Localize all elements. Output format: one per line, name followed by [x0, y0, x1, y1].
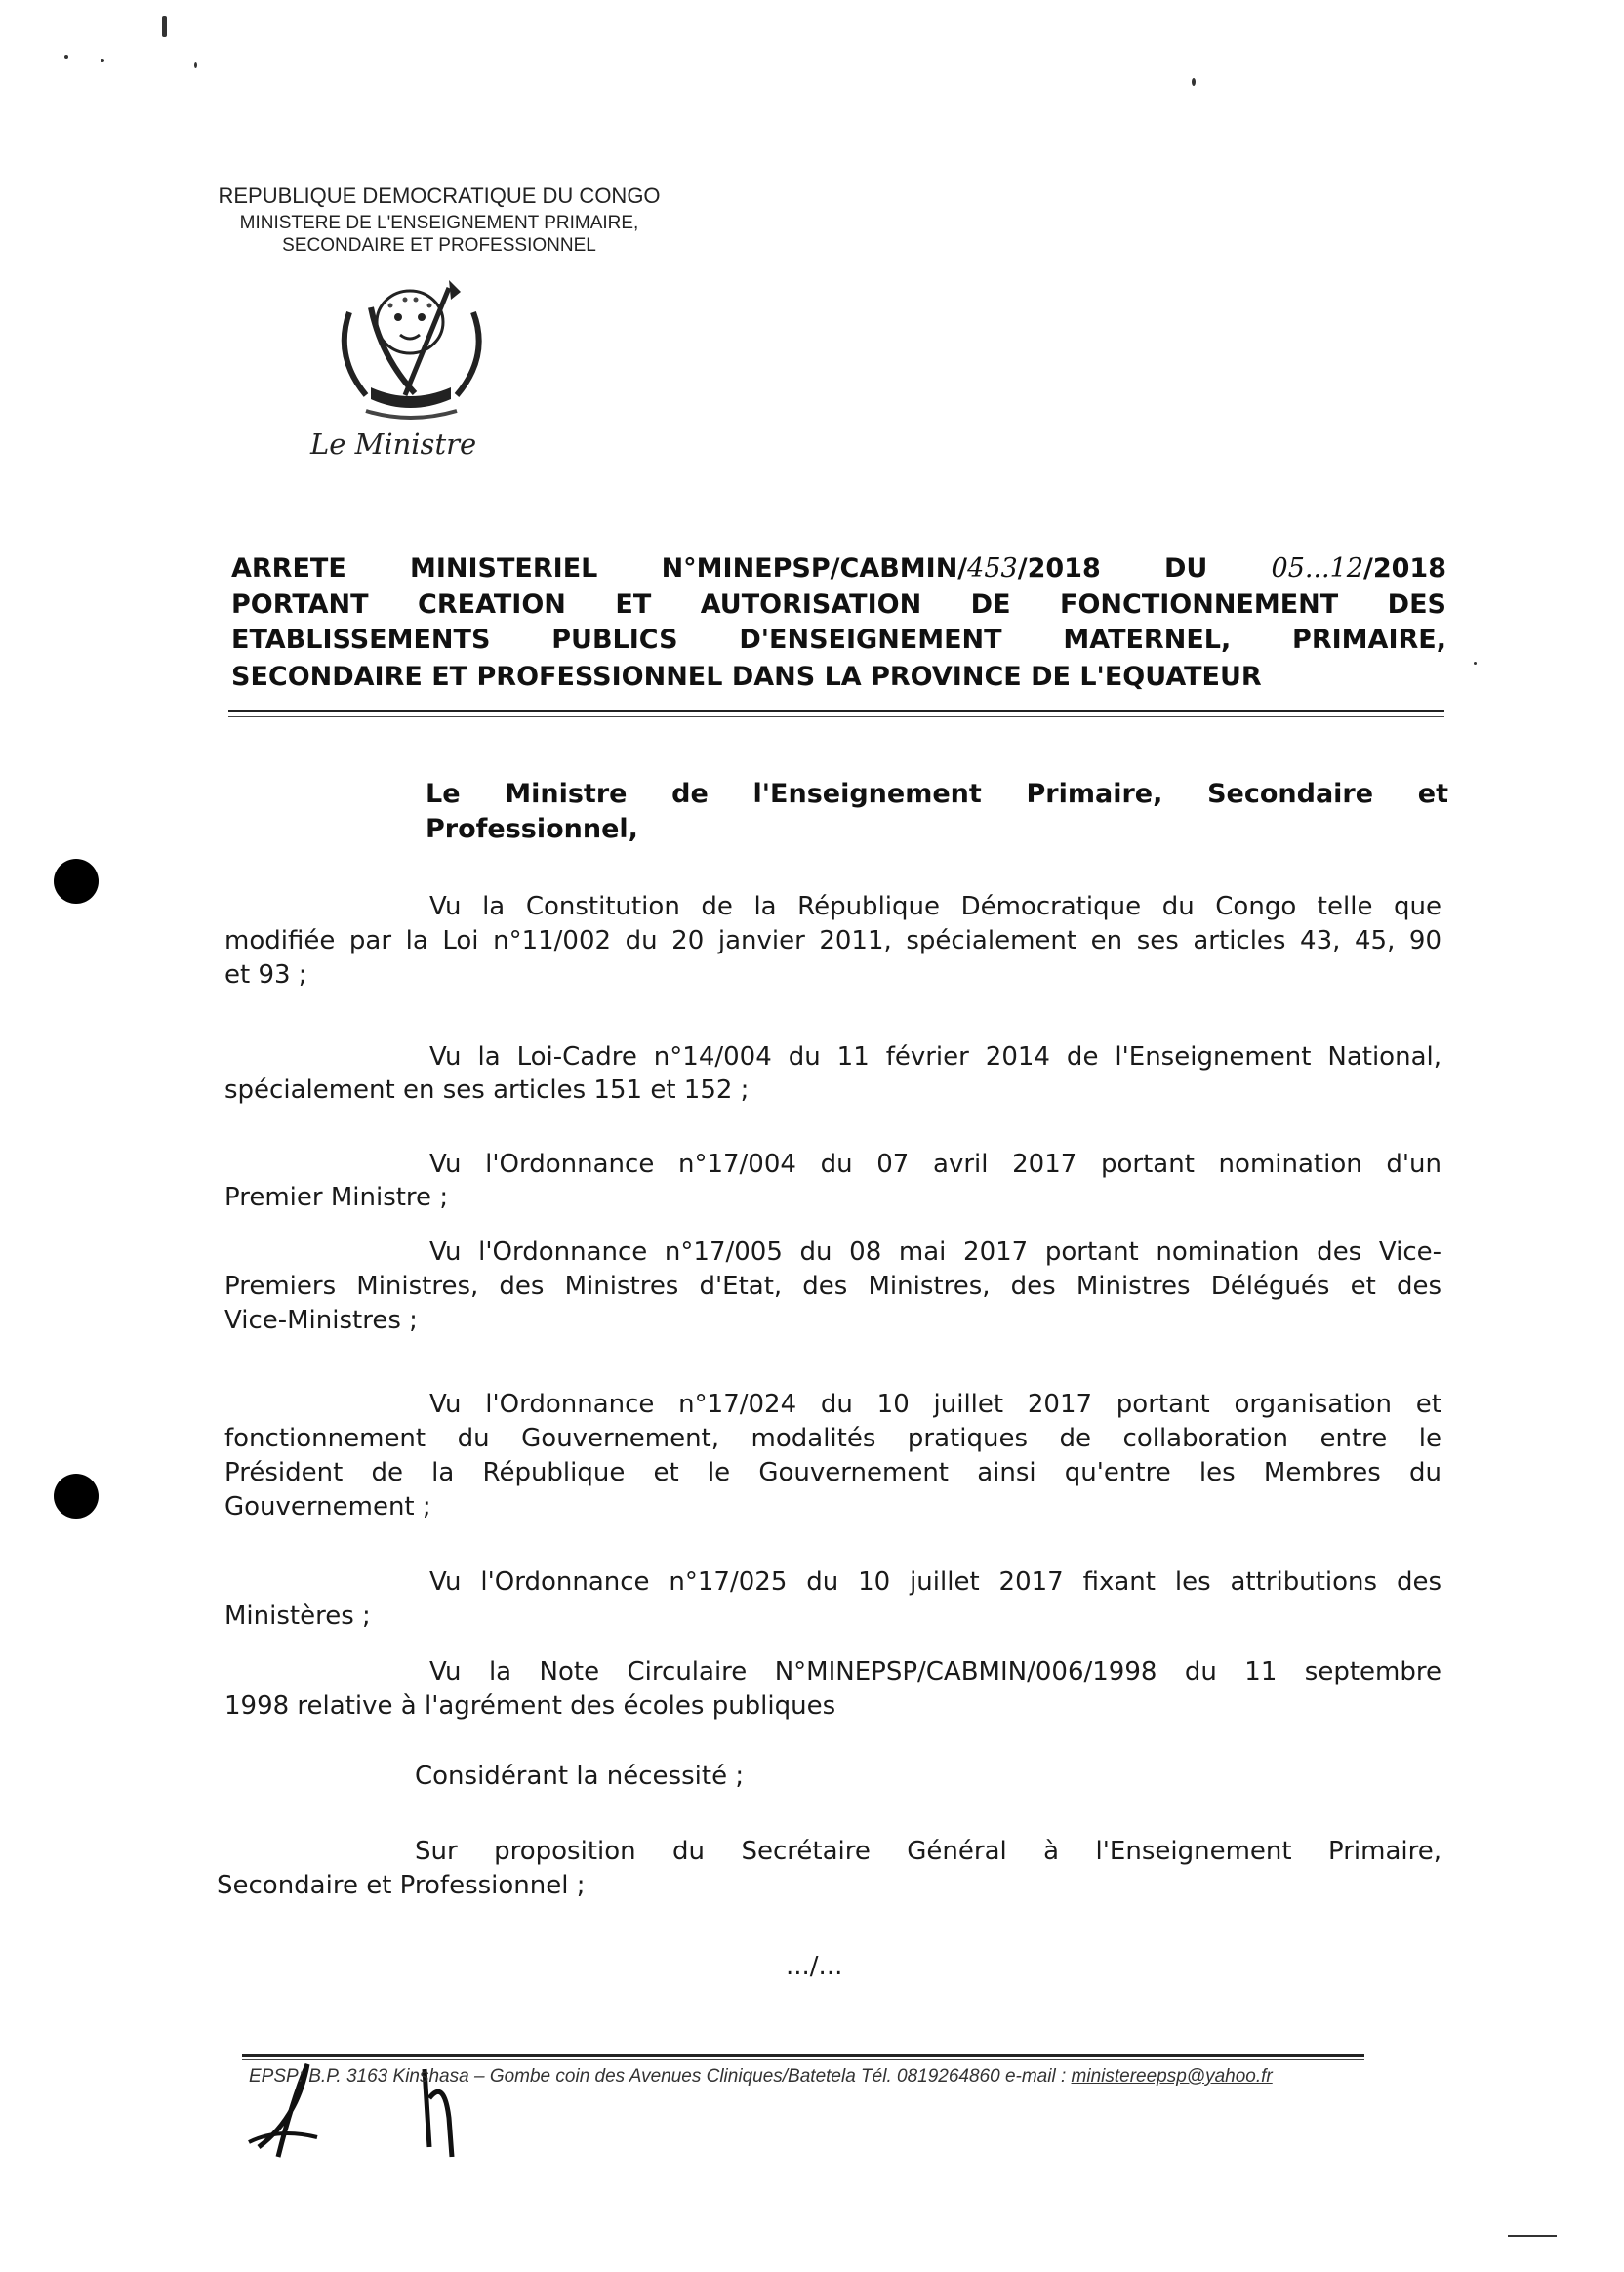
scan-speck — [64, 55, 68, 59]
para5-line4: Gouvernement ; — [224, 1492, 431, 1521]
footer-email-link[interactable]: ministereepsp@yahoo.fr — [1071, 2066, 1273, 2087]
scan-speck — [162, 16, 167, 37]
para3-line1: Vu l'Ordonnance n°17/004 du 07 avril 2017 portant nomination d'un — [429, 1150, 1441, 1179]
decree-number: 453 — [967, 553, 1018, 584]
para4-line1: Vu l'Ordonnance n°17/005 du 08 mai 2017 portant nomination des Vice- — [429, 1237, 1441, 1267]
para1-line1: Vu la Constitution de la République Démocratique du Congo telle que — [429, 892, 1441, 921]
scan-speck — [1508, 2235, 1557, 2237]
title-divider-thin — [228, 716, 1444, 717]
scan-speck — [1474, 662, 1477, 665]
decree-title-line4: SECONDAIRE ET PROFESSIONNEL DANS LA PROVINCE DE L'EQUATEUR — [231, 662, 1262, 692]
decree-date: 05...12 — [1271, 553, 1363, 584]
title-divider — [228, 710, 1444, 712]
footer-address: EPSP: B.P. 3163 Kinshasa – Gombe coin des Avenues Cliniques/Batetela Tél. 0819264860 e-mail : ministereepsp@yahoo.fr — [249, 2066, 1273, 2087]
para2-line1: Vu la Loi-Cadre n°14/004 du 11 février 2014 de l'Enseignement National, — [429, 1042, 1441, 1072]
para9-line2: Secondaire et Professionnel ; — [217, 1871, 586, 1900]
para7-line2: 1998 relative à l'agrément des écoles publiques — [224, 1691, 836, 1721]
ministry-name-line2: SECONDAIRE ET PROFESSIONNEL — [282, 235, 596, 256]
para6-line1: Vu l'Ordonnance n°17/025 du 10 juillet 2017 fixant les attributions des — [429, 1567, 1441, 1597]
para1-line3: et 93 ; — [224, 960, 307, 990]
para3-line2: Premier Ministre ; — [224, 1183, 449, 1212]
para7-line1: Vu la Note Circulaire N°MINEPSP/CABMIN/006/1998 du 11 septembre — [429, 1657, 1441, 1686]
para8-line1: Considérant la nécessité ; — [415, 1762, 745, 1791]
para4-line3: Vice-Ministres ; — [224, 1306, 418, 1335]
decree-title-line2: PORTANT CREATION ET AUTORISATION DE FONCTIONNEMENT DES — [231, 589, 1446, 620]
continuation-mark: .../... — [786, 1952, 843, 1981]
para9-line1: Sur proposition du Secrétaire Général à l'Enseignement Primaire, — [415, 1837, 1441, 1866]
footer-divider — [242, 2054, 1364, 2057]
para1-line2: modifiée par la Loi n°11/002 du 20 janvier 2011, spécialement en ses articles 43, 45, 90 — [224, 926, 1441, 955]
para2-line2: spécialement en ses articles 151 et 152 ; — [224, 1075, 750, 1105]
intro-line1: Le Ministre de l'Enseignement Primaire, Secondaire et — [426, 779, 1448, 809]
para5-line1: Vu l'Ordonnance n°17/024 du 10 juillet 2017 portant organisation et — [429, 1390, 1441, 1419]
scan-speck — [101, 59, 104, 62]
coat-of-arms-icon — [312, 278, 508, 425]
le-ministre-label: Le Ministre — [310, 427, 477, 461]
footer-divider-thin — [242, 2059, 1364, 2060]
para6-line2: Ministères ; — [224, 1602, 371, 1631]
para5-line3: Président de la République et le Gouvernement ainsi qu'entre les Membres du — [224, 1458, 1441, 1487]
scan-speck — [1192, 78, 1196, 86]
ministry-name-line1: MINISTERE DE L'ENSEIGNEMENT PRIMAIRE, — [239, 213, 639, 233]
decree-title-line3: ETABLISSEMENTS PUBLICS D'ENSEIGNEMENT MATERNEL, PRIMAIRE, — [231, 625, 1446, 655]
country-name: REPUBLIQUE DEMOCRATIQUE DU CONGO — [218, 183, 661, 208]
para4-line2: Premiers Ministres, des Ministres d'Etat, des Ministres, des Ministres Délégués et des — [224, 1272, 1441, 1301]
intro-line2: Professionnel, — [426, 814, 638, 844]
punch-hole-mark — [54, 859, 99, 904]
decree-title-line1: ARRETE MINISTERIEL N°MINEPSP/CABMIN/453/2018 DU 05...12/2018 — [231, 553, 1446, 584]
para5-line2: fonctionnement du Gouvernement, modalités pratiques de collaboration entre le — [224, 1424, 1441, 1453]
scan-speck — [194, 62, 197, 68]
punch-hole-mark — [54, 1474, 99, 1519]
